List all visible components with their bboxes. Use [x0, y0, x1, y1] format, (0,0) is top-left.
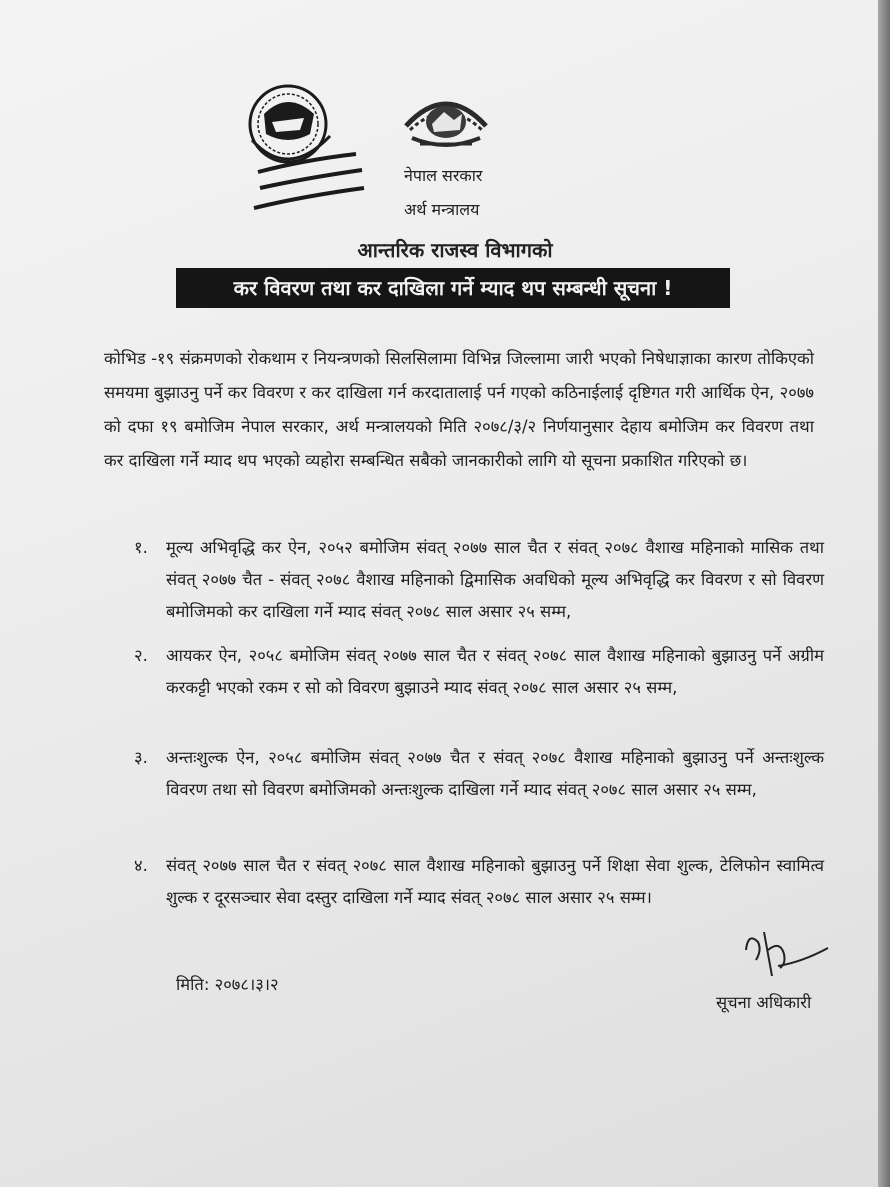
ministry-name: अर्थ मन्त्रालय	[404, 200, 480, 219]
nepal-emblem-icon	[400, 86, 492, 152]
information-officer: सूचना अधिकारी	[716, 993, 812, 1012]
list-item-text: संवत् २०७७ साल चैत र संवत् २०७८ साल वैशाख महिनाको बुझाउनु पर्ने शिक्षा सेवा शुल्क, टेलिफोन स्वामित्व शुल्क र दूरसञ्चार सेवा दस्तुर दाखिला गर्ने म्याद संवत् २०७८ साल असार २५ सम्म।	[166, 856, 824, 907]
department-name: आन्तरिक राजस्व विभागको	[357, 238, 553, 262]
list-item-number: ३.	[134, 748, 148, 767]
list-item-number: ४.	[134, 856, 148, 875]
list-item-text: आयकर ऐन, २०५८ बमोजिम संवत् २०७७ साल चैत र संवत् २०७८ साल वैशाख महिनाको बुझाउनु पर्ने अग्रीम करकट्टी भएको रकम र सो को विवरण बुझाउने म्याद संवत् २०७८ साल असार २५ सम्म,	[166, 646, 824, 697]
list-item-number: १.	[134, 538, 148, 557]
list-item-number: २.	[134, 646, 148, 665]
desk-edge	[878, 0, 890, 1187]
department-seal-stamp	[244, 84, 368, 224]
list-item-text: अन्तःशुल्क ऐन, २०५८ बमोजिम संवत् २०७७ चैत र संवत् २०७८ वैशाख महिनाको बुझाउनु पर्ने अन्तःशुल्क विवरण तथा सो विवरण बमोजिमको अन्तःशुल्क दाखिला गर्ने म्याद संवत् २०७८ साल असार २५ सम्म,	[166, 748, 824, 799]
notice-title: कर विवरण तथा कर दाखिला गर्ने म्याद थप सम्बन्धी सूचना !	[176, 268, 730, 308]
intro-paragraph: कोभिड -१९ संक्रमणको रोकथाम र नियन्त्रणको सिलसिलामा विभिन्न जिल्लामा जारी भएको निषेधाज्ञाका कारण तोकिएको समयमा बुझाउनु पर्ने कर विवरण र कर दाखिला गर्न करदातालाई पर्न गएको कठिनाईलाई दृष्टिगत गरी आर्थिक ऐन, २०७७ को दफा १९ बमोजिम नेपाल सरकार, अर्थ मन्त्रालयको मिति २०७८/३/२ निर्णयानुसार देहाय बमोजिम कर विवरण तथा कर दाखिला गर्ने म्याद थप भएको व्यहोरा सम्बन्धित सबैको जानकारीको लागि यो सूचना प्रकाशित गरिएको छ।	[104, 349, 814, 470]
government-name: नेपाल सरकार	[404, 166, 483, 185]
signature-mark	[728, 920, 832, 984]
notice-date: मिति: २०७८।३।२	[176, 975, 279, 994]
list-item-text: मूल्य अभिवृद्धि कर ऐन, २०५२ बमोजिम संवत् २०७७ साल चैत र संवत् २०७८ वैशाख महिनाको मासिक तथा संवत् २०७७ चैत - संवत् २०७८ वैशाख महिनाको द्विमासिक अवधिको मूल्य अभिवृद्धि कर विवरण र सो विवरण बमोजिमको कर दाखिला गर्ने म्याद संवत् २०७८ साल असार २५ सम्म,	[166, 538, 824, 621]
